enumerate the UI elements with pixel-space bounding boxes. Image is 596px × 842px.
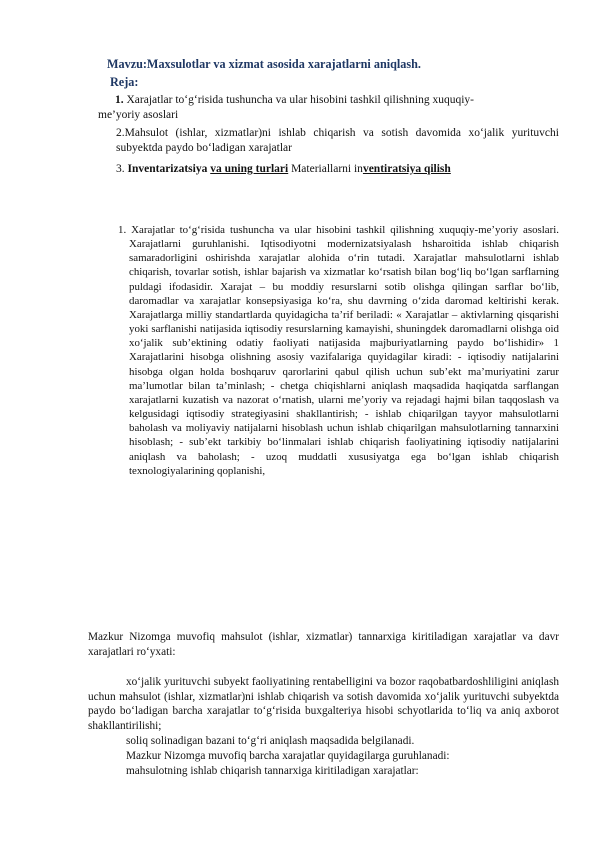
plan-item-1-line-1 [115, 93, 560, 108]
plan-item-3 [116, 162, 451, 177]
plan-item-2: 2.Mahsulot (ishlar, xizmatlar)ni ishlab chiqarish va sotish davomida xo‘jalik yurituvchi subyektda paydo bo‘ladigan xarajatlar [116, 127, 559, 154]
plan-label: Reja: [110, 75, 139, 89]
plan-item-3-underlined: va uning turlari [210, 163, 289, 175]
section-2-line-4: mahsulotning ishlab chiqarish tannarxiga kiritiladigan xarajatlar: [126, 765, 419, 777]
section-2-intro: Mazkur Nizomga muvofiq mahsulot (ishlar, xizmatlar) tannarxiga kiritiladigan xarajatlar va davr xarajatlari ro‘yxati: [88, 631, 559, 658]
plan-item-3-prefix: 3. [116, 163, 128, 175]
section-1-paragraph: 1. Xarajatlar to‘g‘risida tushuncha va ular hisobini tashkil qilishning xuquqiy-me’yoriy asoslari. Xarajatlarni guruhlanishi. Iqtisodiyotni modernizatsiyalash hsharoitida ishlab chiqarish samaradorligini oshirishda xarajatlar alohida o‘rin tutadi. Xarajatlar mahsulotlarni ishlab chiqarish, tovarlar sotish, ishlar bajarish va xizmatlar ko‘rsatish bilan bog‘liq bo‘lgan sarflarning puldagi ifodasidir. Xarajat – bu moddiy resurslarni sotib olishga qilingan sarflar bo‘lib, daromadlar va xarajatlar konsepsiyasiga ko‘ra, shu davrning o‘zida daromad keltirishi kerak. Xarajatlarga milliy standartlarda quyidagicha ta’rif beriladi: « Xarajatlar – aktivlarning qisqarishi yoki sarflanishi natijasida iqtisodiy resurslarning kamayishi, shuningdek daromadlarni olishga oid xo‘jalik sub’ektining odatiy faoliyati natijasida majburiyatlarning paydo bo‘lishidir» 1 Xarajatlarini hisobga olishning asosiy vazifalariga quyidagilar kiradi: - iqtisodiy natijalarini hisobga olgan holda boshqaruv qarorlarini qabul qilish uchun sub’ekt ma’muriyatini zarur ma’lumotlar bilan ta’minlash; - chetga chiqishlarni aniqlash maqsadida haqiqatda sarflangan xarajatlarni kuzatish va nazorat o‘rnatish, ularni me’yoriy va rejadagi hajmi bilan taqqoslash va kelgusidagi iqtisodiy strategiyasini shakllantirish; - ishlab chiqarilgan tayyor mahsulotlarni baholash va moliyaviy natijalarni hisoblash uchun ishlab chiqarilgan mahsulotlarning tannarxini hisoblash; - sub’ekt tarkibiy bo‘linmalari ishlab chiqarish faoliyatining iqtisodiy natijalarini aniqlash va baholash; - uzoq muddatli xususiyatga ega bo‘lgan ishlab chiqarish texnologiyalarining qoplanishi, [118, 224, 559, 477]
plan-item-1-number: 1. [115, 94, 124, 106]
section-2-line-3: Mazkur Nizomga muvofiq barcha xarajatlar quyidagilarga guruhlanadi: [126, 750, 450, 762]
section-2-line-2: soliq solinadigan bazani to‘g‘ri aniqlash maqsadida belgilanadi. [126, 735, 415, 747]
plan-item-1-line-2: me’yoriy asoslari [98, 109, 179, 121]
plan-item-1-text: Xarajatlar to‘g‘risida tushuncha va ular hisobini tashkil qilishning xuquqiy- [126, 94, 474, 106]
plan-item-3-underlined-2: ventiratsiya qilish [362, 163, 451, 175]
topic-heading: Mavzu:Maxsulotlar va xizmat asosida xarajatlarni aniqlash. [107, 57, 421, 71]
plan-item-3-mid: Materiallarni in [288, 163, 363, 175]
plan-item-3-bold: Inventarizatsiya [127, 163, 208, 175]
section-2-paragraph-1: xo‘jalik yurituvchi subyekt faoliyatining rentabelligini va bozor raqobatbardoshliligini aniqlash uchun mahsulot (ishlar, xizmatlar)ni ishlab chiqarish va sotish davomida xo‘jalik yurituvchi subyektda paydo bo‘ladigan barcha xarajatlar to‘g‘risida buxgalteriya hisobi schyotlarida to‘liq va aniq axborot shakllantirilishi; [88, 676, 559, 732]
